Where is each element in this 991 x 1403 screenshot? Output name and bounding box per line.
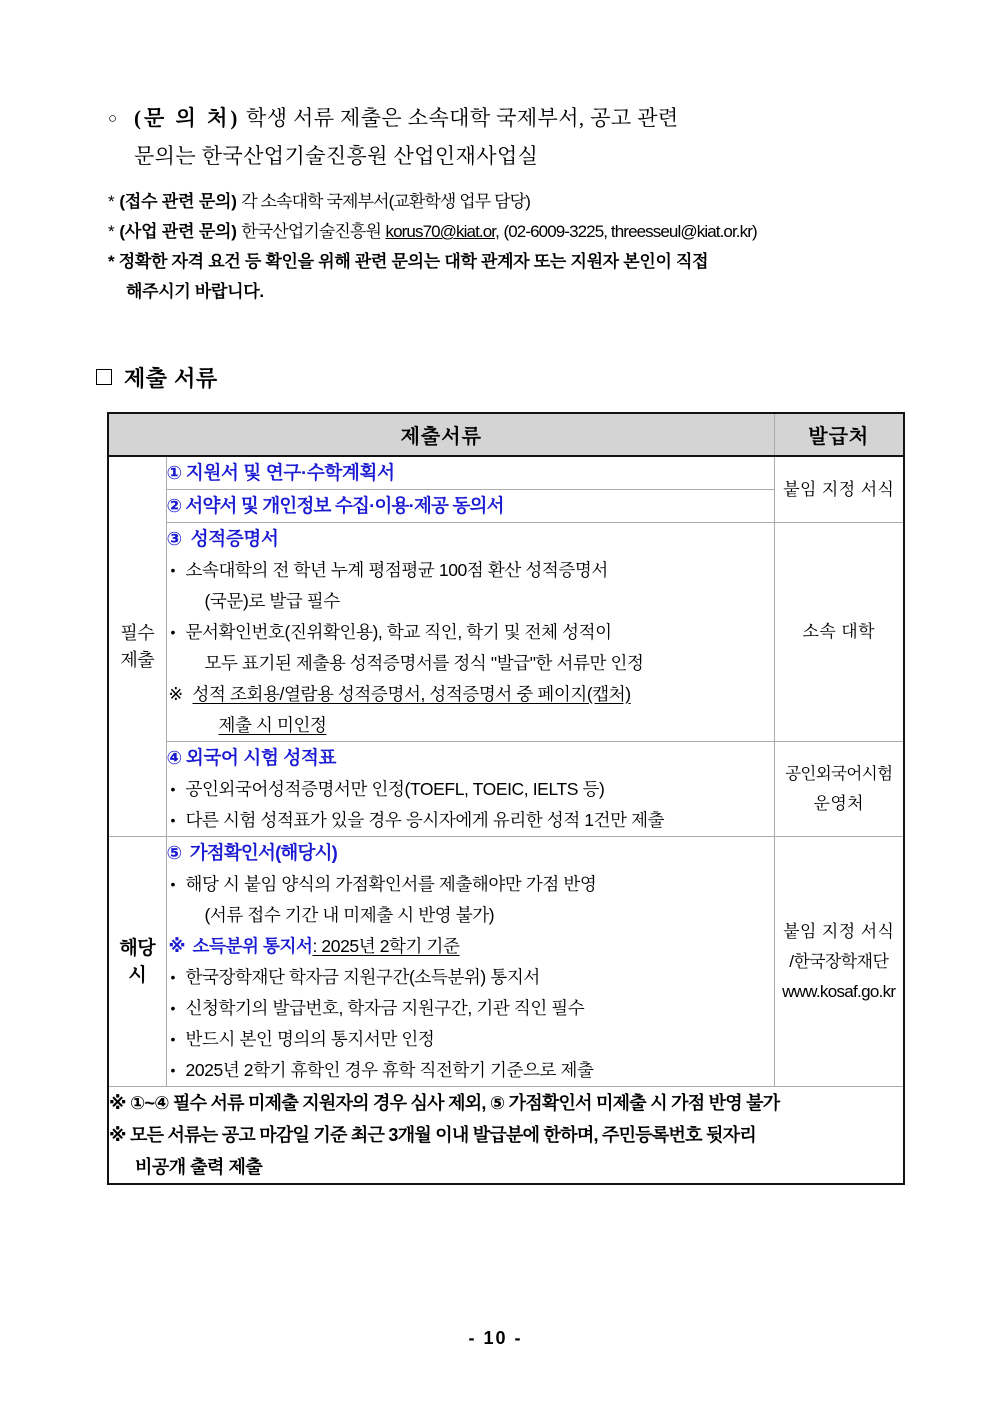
- document-title-item1-text: 지원서 및 연구·수학계획서: [185, 462, 395, 483]
- square-bullet-icon: [96, 369, 112, 385]
- issuer-language-test-line-1: 공인외국어시험: [785, 765, 893, 783]
- bullet-item5-bottom-4: • 2025년 2학기 휴학인 경우 휴학 직전학기 기준으로 제출: [167, 1055, 774, 1086]
- page-number: - 10 -: [468, 1328, 523, 1348]
- table-header-issuer: 발급처: [774, 413, 904, 456]
- section-heading-submission-documents: [96, 362, 218, 393]
- note-program: [108, 217, 918, 247]
- document-cell-item3: [166, 523, 774, 742]
- category-conditional-line-2: 시: [128, 964, 147, 986]
- note-program-label: (사업 관련 문의): [119, 222, 237, 241]
- category-required: [108, 456, 166, 837]
- note-item5-income-bracket: [167, 931, 774, 962]
- document-title-item3-text: 성적증명서: [190, 528, 279, 549]
- bullet-item4-2: • 다른 시험 성적표가 있을 경우 응시자에게 유리한 성적 1건만 제출: [167, 805, 774, 836]
- table-row-item4: [108, 742, 904, 837]
- bullet-item3-1-line-1: 소속대학의 전 학년 누계 평점평균 100점 환산 성적증명서: [185, 560, 608, 580]
- contact-line-2: 문의는 한국산업기술진흥원 산업인재사업실: [134, 144, 539, 168]
- table-header-documents: 제출서류: [108, 413, 774, 456]
- circle-bullet-icon: ○: [108, 111, 118, 127]
- note-item5-plain: : 2025년 2학기 기준: [312, 936, 460, 956]
- section-heading-title: 제출 서류: [124, 366, 218, 391]
- bullet-item5-top-1-line-2: (서류 접수 기간 내 미제출 시 반영 불가): [204, 905, 495, 925]
- bullet-item3-2: [167, 617, 774, 679]
- document-title-item3: [167, 523, 774, 555]
- table-row-item1: [108, 456, 904, 490]
- bullet-item5-bottom-2: • 신청학기의 발급번호, 학자금 지원구간, 기관 직인 필수: [167, 993, 774, 1024]
- submission-documents-table: [107, 412, 905, 1185]
- footnote-1: ※ ①~④ 필수 서류 미제출 지원자의 경우 심사 제외, ⑤ 가점확인서 미제출 시 가점 반영 불가: [109, 1093, 780, 1113]
- note-reception: [108, 187, 918, 217]
- table-footnotes-cell: [108, 1087, 904, 1185]
- document-title-item2-text: 서약서 및 개인정보 수집·이용·제공 동의서: [185, 495, 504, 516]
- bullet-item3-1-line-2: (국문)로 발급 필수: [204, 591, 340, 611]
- bullet-item3-2-line-1: 문서확인번호(진위확인용), 학교 직인, 학기 및 전체 성적이: [185, 622, 612, 642]
- document-bullets-item5-top: [167, 869, 774, 931]
- bullet-item3-2-line-2: 모두 표기된 제출용 성적증명서를 정식 "발급"한 서류만 인정: [204, 653, 644, 673]
- category-conditional-line-1: 해당: [119, 937, 156, 959]
- contact-notes-list: [108, 187, 918, 307]
- bullet-item5-top-1: [167, 869, 774, 931]
- bullet-item5-bottom-3: • 반드시 본인 명의의 통지서만 인정: [167, 1024, 774, 1055]
- document-cell-item2: [166, 490, 774, 523]
- document-title-item1: [167, 457, 774, 489]
- issuer-cell-university: 소속 대학: [774, 523, 904, 742]
- category-required-line-2: 제출: [120, 649, 155, 670]
- issuer-kosaf-line-1: 붙임 지정 서식: [783, 921, 895, 941]
- issuer-cell-kosaf: [774, 837, 904, 1087]
- note-item5-label: 소득분위 통지서: [192, 936, 313, 956]
- table-row-item5: [108, 837, 904, 1087]
- issuer-language-test-line-2: 운영처: [813, 794, 864, 813]
- note-program-org: 한국산업기술진흥원: [241, 222, 381, 241]
- circled-number-5-icon: ⑤: [166, 842, 182, 863]
- document-bullets-item5-bottom: [167, 962, 774, 1086]
- bullet-item3-1: [167, 555, 774, 617]
- footnote-2-continued: 비공개 출력 제출: [135, 1157, 263, 1177]
- issuer-cell-attached-form: 붙임 지정 서식: [774, 456, 904, 523]
- note-warning-line-1: * 정확한 자격 요건 등 확인을 위해 관련 문의는 대학 관계자 또는 지원자 본인이 직접: [108, 252, 709, 271]
- document-bullets-item4: [167, 774, 774, 836]
- table-row-item3: [108, 523, 904, 742]
- table-footnotes-row: [108, 1087, 904, 1185]
- document-cell-item1: [166, 456, 774, 490]
- contact-line-1-text: 학생 서류 제출은 소속대학 국제부서, 공고 관련: [246, 106, 679, 130]
- note-warning-line-2: 해주시기 바랍니다.: [126, 282, 264, 301]
- document-bullets-item3: [167, 555, 774, 679]
- document-cell-item4: [166, 742, 774, 837]
- footnote-2: ※ 모든 서류는 공고 마감일 기준 최근 3개월 이내 발급분에 한하며, 주민등록번호 뒷자리: [109, 1125, 756, 1145]
- circled-number-2-icon: ②: [166, 495, 182, 516]
- document-title-item4-text: 외국어 시험 성적표: [185, 747, 337, 768]
- issuer-kosaf-line-2: /한국장학재단: [789, 951, 889, 971]
- circled-number-4-icon: ④: [166, 747, 182, 768]
- note-item3-line-1: 성적 조회용/열람용 성적증명서, 성적증명서 중 페이지(캡처): [192, 684, 631, 704]
- bullet-item5-bottom-1: • 한국장학재단 학자금 지원구간(소득분위) 통지서: [167, 962, 774, 993]
- note-program-contact: (02-6009-3225, threesseul@kiat.or.kr): [503, 222, 757, 241]
- circled-number-1-icon: ①: [166, 462, 182, 483]
- bullet-item5-top-1-line-1: 해당 시 붙임 양식의 가점확인서를 제출해야만 가점 반영: [185, 874, 597, 894]
- issuer-cell-language-test: [774, 742, 904, 837]
- category-required-line-1: 필수: [120, 622, 155, 643]
- asterisk-marker: *: [108, 192, 115, 211]
- category-conditional: [108, 837, 166, 1087]
- note-program-email[interactable]: korus70@kiat.or,: [385, 222, 499, 241]
- document-title-item5: [167, 837, 774, 869]
- contact-line-1: [108, 100, 918, 138]
- document-cell-item5: [166, 837, 774, 1087]
- note-reception-label: (접수 관련 문의): [119, 192, 237, 211]
- note-item3-line-2: 제출 시 미인정: [218, 715, 327, 735]
- note-warning: [108, 247, 918, 307]
- asterisk-marker: *: [108, 222, 115, 241]
- document-title-item2: [167, 490, 774, 522]
- note-item3: [167, 679, 774, 741]
- table-header-row: [108, 413, 904, 456]
- contact-label: (문 의 처): [134, 106, 241, 130]
- circled-number-3-icon: ③: [166, 528, 182, 549]
- bullet-item4-1: • 공인외국어성적증명서만 인정(TOEFL, TOEIC, IELTS 등): [167, 774, 774, 805]
- document-title-item5-text: 가점확인서(해당시): [189, 842, 338, 863]
- contact-intro-block: [108, 100, 918, 307]
- issuer-kosaf-url[interactable]: www.kosaf.go.kr: [782, 981, 896, 1001]
- document-title-item4: [167, 742, 774, 774]
- note-reception-text: 각 소속대학 국제부서(교환학생 업무 담당): [241, 192, 530, 211]
